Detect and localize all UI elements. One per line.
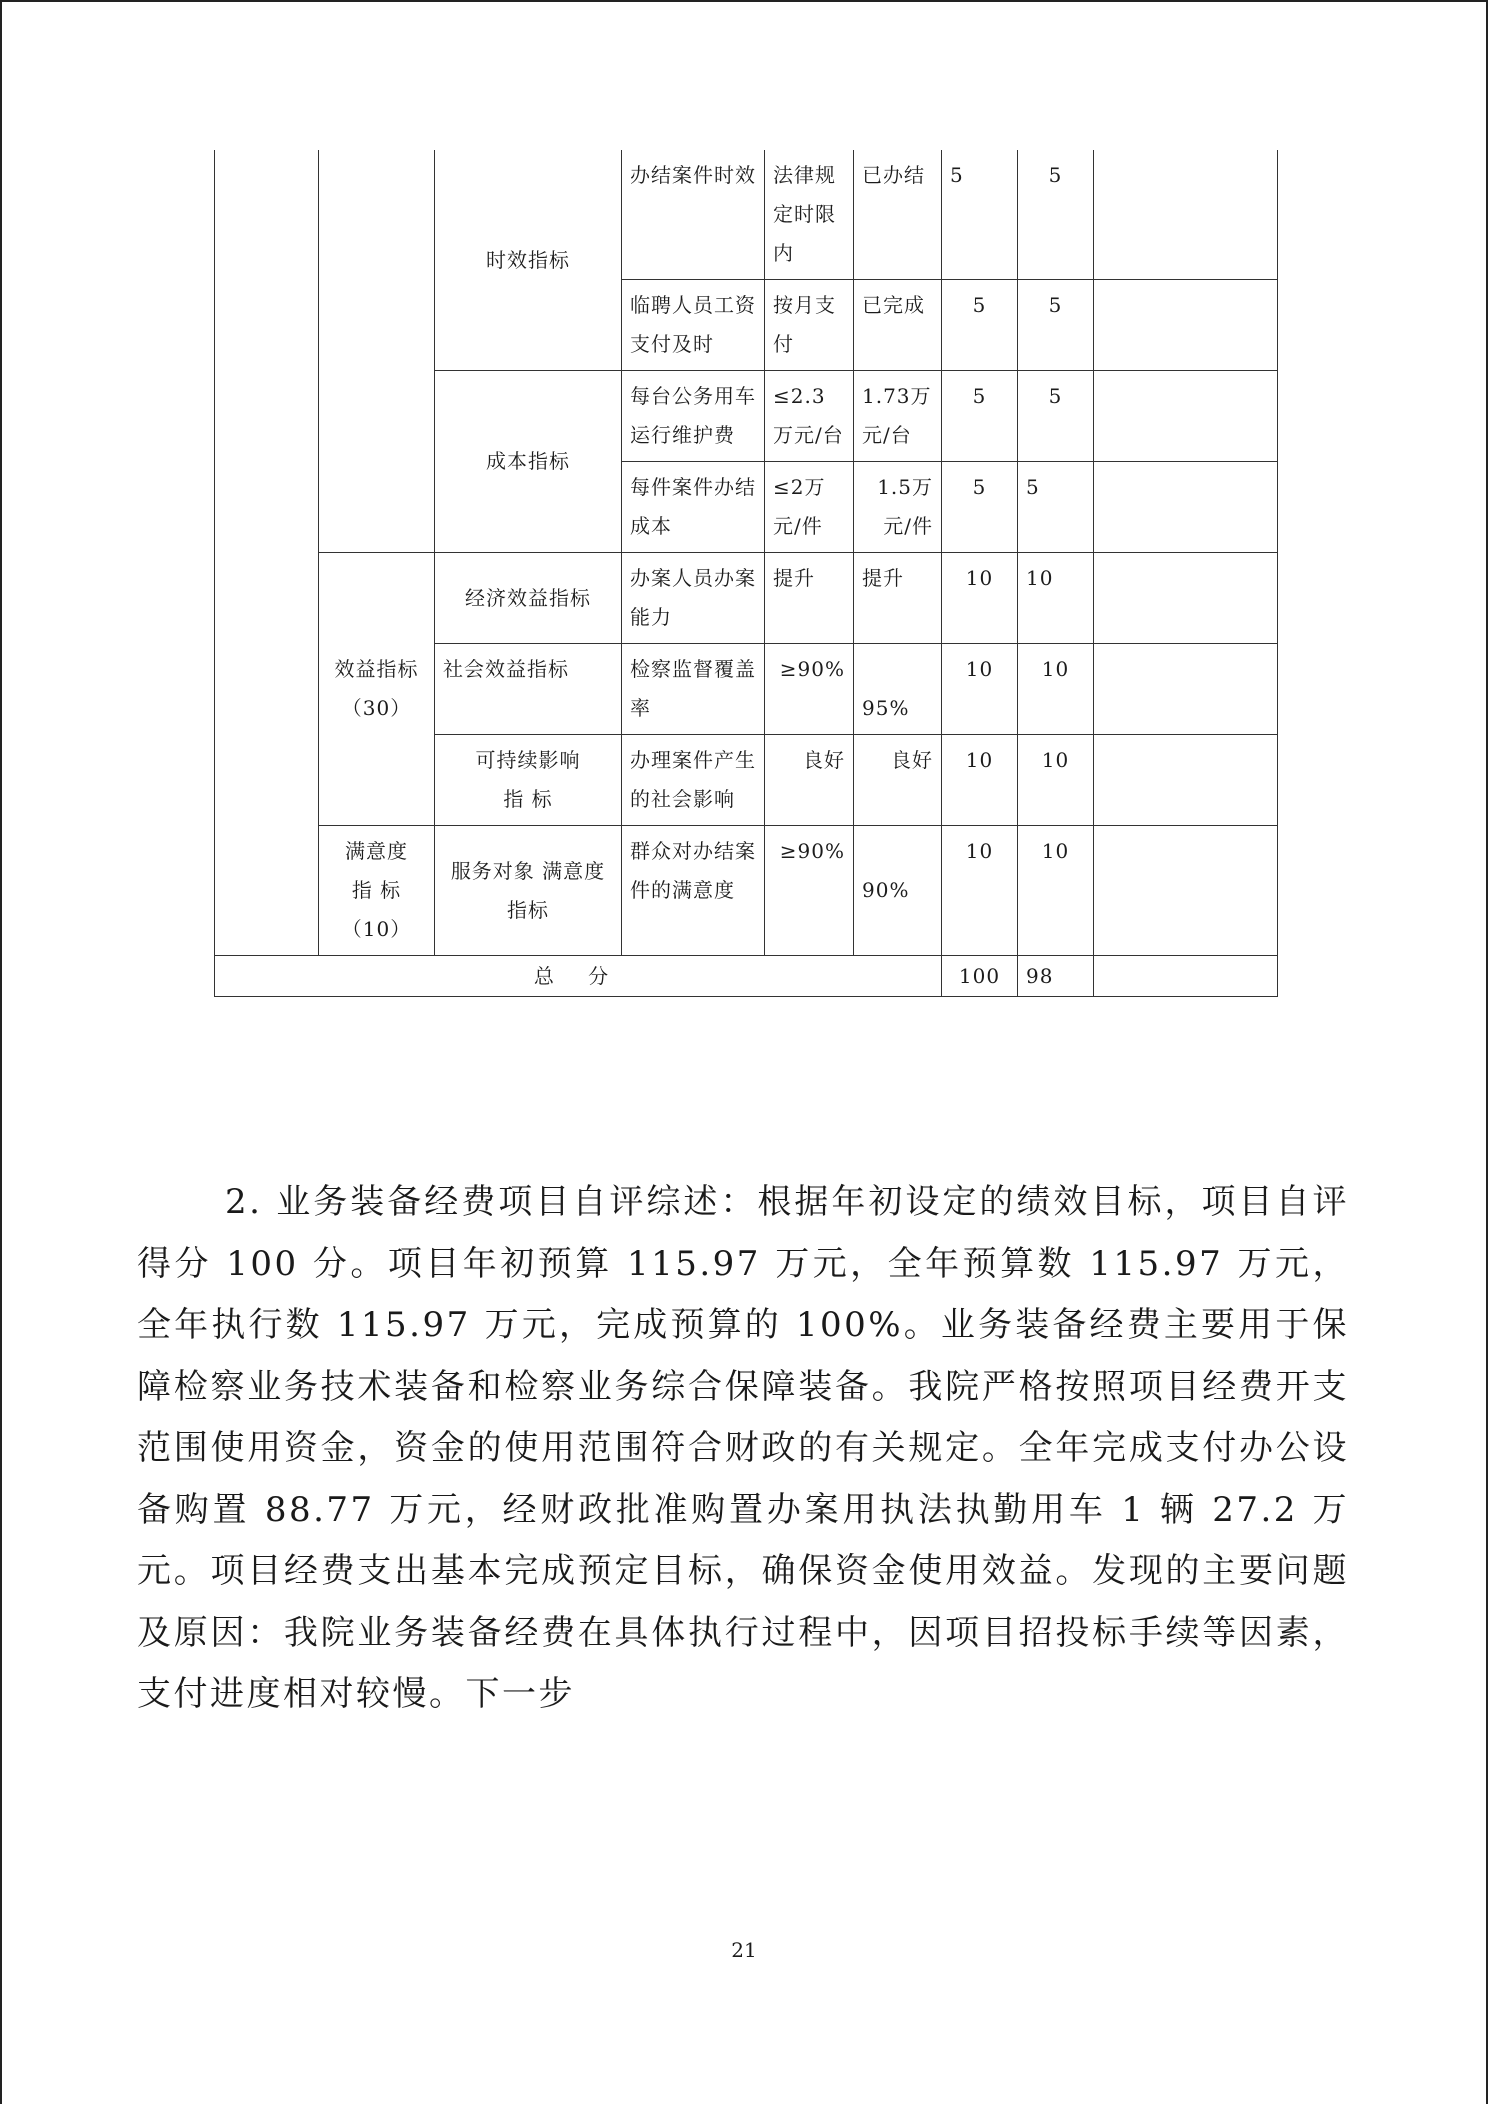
category-cell-economic: 经济效益指标 <box>435 553 622 644</box>
indicator-cell: 办案人员办案能力 <box>622 553 765 644</box>
score-cell: 10 <box>1018 644 1094 735</box>
indicator-cell: 每件案件办结成本 <box>622 462 765 553</box>
target-cell: ≤2.3万元/台 <box>765 371 854 462</box>
actual-cell: 提升 <box>854 553 942 644</box>
score-cell: 5 <box>1018 462 1094 553</box>
score-cell: 5 <box>1018 150 1094 280</box>
score-cell: 10 <box>1018 735 1094 826</box>
category-cell-service: 服务对象 满意度指标 <box>435 826 622 956</box>
category-cell-cost: 成本指标 <box>435 371 622 553</box>
target-cell: ≥90% <box>765 826 854 956</box>
score-cell: 5 <box>1018 371 1094 462</box>
total-label-text: 总 分 <box>533 964 623 988</box>
table-row <box>215 553 1278 644</box>
target-cell: 提升 <box>765 553 854 644</box>
indicator-cell: 临聘人员工资支付及时 <box>622 280 765 371</box>
remark-cell <box>1094 735 1278 826</box>
category-cell-sustainable <box>435 735 622 826</box>
group-weight: （10） <box>341 917 412 941</box>
target-cell: 按月支付 <box>765 280 854 371</box>
category-line: 可持续影响 <box>475 748 581 772</box>
performance-indicator-table <box>214 150 1278 997</box>
weight-cell: 5 <box>942 280 1018 371</box>
actual-cell: 1.5万元/件 <box>854 462 942 553</box>
weight-cell: 5 <box>942 150 1018 280</box>
weight-cell: 5 <box>942 371 1018 462</box>
remark-cell <box>1094 371 1278 462</box>
actual-cell: 90% <box>854 826 942 956</box>
weight-cell: 10 <box>942 553 1018 644</box>
remark-cell <box>1094 644 1278 735</box>
target-cell: ≥90% <box>765 644 854 735</box>
actual-cell: 已办结 <box>854 150 942 280</box>
remark-cell <box>1094 462 1278 553</box>
actual-cell: 已完成 <box>854 280 942 371</box>
score-cell: 5 <box>1018 280 1094 371</box>
remark-cell <box>1094 553 1278 644</box>
weight-cell: 5 <box>942 462 1018 553</box>
body-paragraph: 2. 业务装备经费项目自评综述：根据年初设定的绩效目标，项目自评得分 100 分。项目年初预算 115.97 万元，全年预算数 115.97 万元，全年执行数 115.97 万元，完成预算的 100%。业务装备经费主要用于保障检察业务技术装备和检察业务综合保障装备。我院严格按照项目经费开支范围使用资金，资金的使用范围符合财政的有关规定。全年完成支付办公设备购置 88.77 万元，经财政批准购置办案用执法执勤用车 1 辆 27.2 万元。项目经费支出基本完成预定目标，确保资金使用效益。发现的主要问题及原因：我院业务装备经费在具体执行过程中，因项目招投标手续等因素，支付进度相对较慢。下一步 <box>137 1182 1349 1714</box>
indicator-cell: 办结案件时效 <box>622 150 765 280</box>
indicator-cell: 检察监督覆盖率 <box>622 644 765 735</box>
weight-cell: 10 <box>942 735 1018 826</box>
target-cell: ≤2万元/件 <box>765 462 854 553</box>
indicator-cell: 每台公务用车运行维护费 <box>622 371 765 462</box>
category-line: 指 标 <box>503 787 553 811</box>
indicator-cell: 群众对办结案件的满意度 <box>622 826 765 956</box>
target-cell: 法律规定时限内 <box>765 150 854 280</box>
total-label <box>215 956 942 997</box>
category-cell-social: 社会效益指标 <box>435 644 622 735</box>
group-label: 满意度 <box>345 839 408 863</box>
score-cell: 10 <box>1018 826 1094 956</box>
page-number: 21 <box>731 1938 757 1962</box>
remark-cell <box>1094 150 1278 280</box>
target-cell: 良好 <box>765 735 854 826</box>
remark-cell <box>1094 826 1278 956</box>
blank-cell-outer <box>215 150 319 956</box>
group-cell-satisfaction <box>319 826 435 956</box>
score-cell: 10 <box>1018 553 1094 644</box>
group-cell-benefit <box>319 553 435 826</box>
weight-cell: 10 <box>942 826 1018 956</box>
table-row <box>215 150 1278 280</box>
indicator-cell: 办理案件产生的社会影响 <box>622 735 765 826</box>
total-score: 98 <box>1018 956 1094 997</box>
group-label: 效益指标 <box>334 657 419 681</box>
remark-cell <box>1094 280 1278 371</box>
category-cell-timeliness: 时效指标 <box>435 150 622 371</box>
table-row <box>215 826 1278 956</box>
remark-cell <box>1094 956 1278 997</box>
actual-cell: 良好 <box>854 735 942 826</box>
blank-cell-output-group <box>319 150 435 553</box>
actual-cell: 95% <box>854 644 942 735</box>
actual-cell: 1.73万元/台 <box>854 371 942 462</box>
table-row-total <box>215 956 1278 997</box>
group-label: 指 标 <box>351 878 402 902</box>
weight-cell: 10 <box>942 644 1018 735</box>
total-weight: 100 <box>942 956 1018 997</box>
group-weight: （30） <box>341 696 412 720</box>
